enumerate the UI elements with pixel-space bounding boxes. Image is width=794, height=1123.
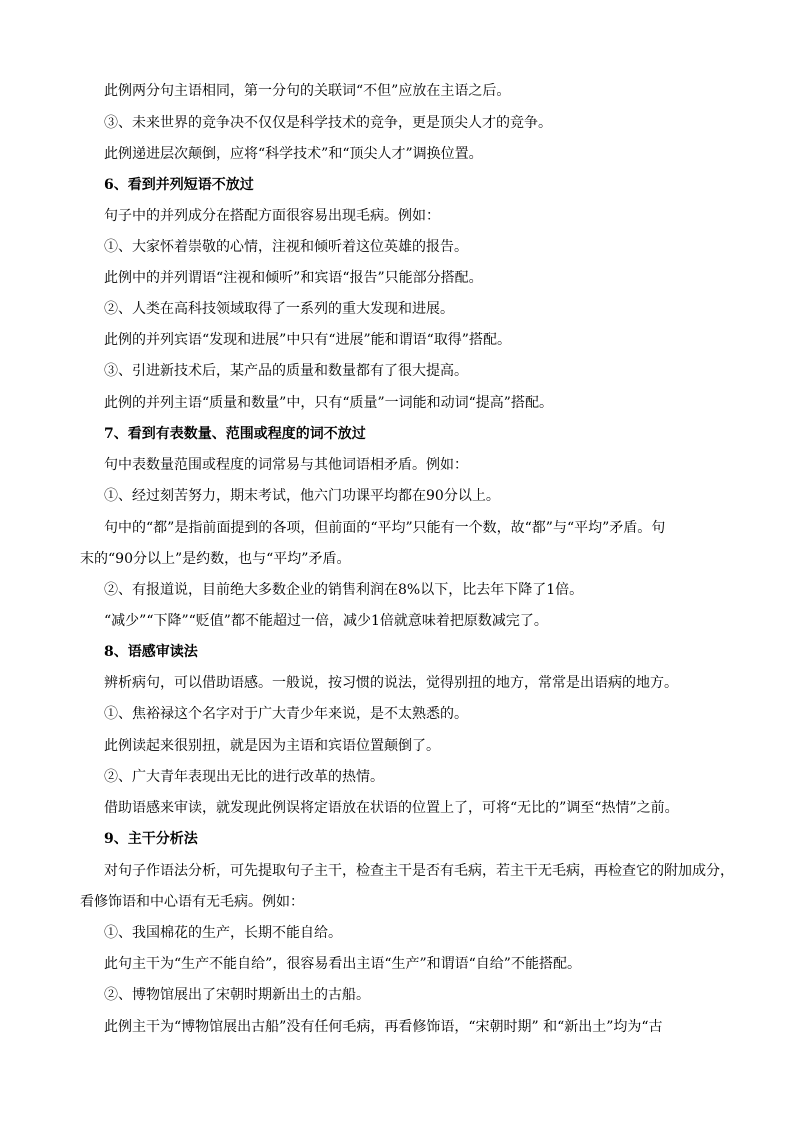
text-line: ②、博物馆展出了宋朝时期新出土的古船。 xyxy=(104,987,370,1003)
text-line: 句子中的并列成分在搭配方面很容易出现毛病。例如： xyxy=(104,208,440,224)
text-line: 看修饰语和中心语有无毛病。例如： xyxy=(80,894,304,910)
text-line: 此例主干为“博物馆展出古船”没有任何毛病，再看修饰语，“宋朝时期” 和“新出土”均为“古 xyxy=(104,1019,663,1035)
text-line: 句中表数量范围或程度的词常易与其他词语相矛盾。例如： xyxy=(104,457,468,473)
section-heading: 9、主干分析法 xyxy=(104,831,198,847)
text-line: 此例中的并列谓语“注视和倾听”和宾语“报告”只能部分搭配。 xyxy=(104,270,483,286)
text-line: 此例递进层次颠倒，应将“科学技术”和“顶尖人才”调换位置。 xyxy=(104,146,483,162)
text-line: ①、经过刻苦努力，期末考试，他六门功课平均都在90分以上。 xyxy=(104,488,500,504)
text-line: 辨析病句，可以借助语感。一般说，按习惯的说法，觉得别扭的地方，常常是出语病的地方。 xyxy=(104,675,678,691)
text-line: ③、未来世界的竞争决不仅仅是科学技术的竞争，更是顶尖人才的竞争。 xyxy=(104,115,552,131)
text-line: ①、我国棉花的生产，长期不能自给。 xyxy=(104,925,342,941)
text-line: 此例读起来很别扭，就是因为主语和宾语位置颠倒了。 xyxy=(104,738,440,754)
text-line: 句中的“都”是指前面提到的各项，但前面的“平均”只能有一个数，故“都”与“平均”矛盾。句 xyxy=(104,520,666,536)
text-line: ③、引进新技术后，某产品的质量和数量都有了很大提高。 xyxy=(104,363,468,379)
text-line: ①、大家怀着崇敬的心情，注视和倾听着这位英雄的报告。 xyxy=(104,239,468,255)
text-line: 此例的并列主语“质量和数量”中，只有“质量”一词能和动词“提高”搭配。 xyxy=(104,395,553,411)
section-heading: 8、语感审读法 xyxy=(104,644,198,660)
text-line: 此句主干为“生产不能自给”，很容易看出主语“生产”和谓语“自给”不能搭配。 xyxy=(104,956,581,972)
text-line: ②、有报道说，目前绝大多数企业的销售利润在8%以下，比去年下降了1倍。 xyxy=(104,582,584,598)
text-line: ②、广大青年表现出无比的进行改革的热情。 xyxy=(104,769,384,785)
section-heading: 7、看到有表数量、范围或程度的词不放过 xyxy=(104,426,366,442)
text-line: “减少”“下降”“贬值”都不能超过一倍，减少1倍就意味着把原数减完了。 xyxy=(104,613,548,629)
text-line: ①、焦裕禄这个名字对于广大青少年来说，是不太熟悉的。 xyxy=(104,706,468,722)
text-line: 末的“90分以上”是约数，也与“平均”矛盾。 xyxy=(80,551,351,567)
text-line: ②、人类在高科技领域取得了一系列的重大发现和进展。 xyxy=(104,301,454,317)
text-line: 对句子作语法分析，可先提取句子主干，检查主干是否有毛病，若主干无毛病，再检查它的附加成分， xyxy=(104,863,734,879)
section-heading: 6、看到并列短语不放过 xyxy=(104,177,254,193)
text-line: 此例的并列宾语“发现和进展”中只有“进展”能和谓语“取得”搭配。 xyxy=(104,332,511,348)
text-line: 此例两分句主语相同，第一分句的关联词“不但”应放在主语之后。 xyxy=(104,83,511,99)
text-line: 借助语感来审读，就发现此例误将定语放在状语的位置上了，可将“无比的”调至“热情”之前。 xyxy=(104,800,679,816)
